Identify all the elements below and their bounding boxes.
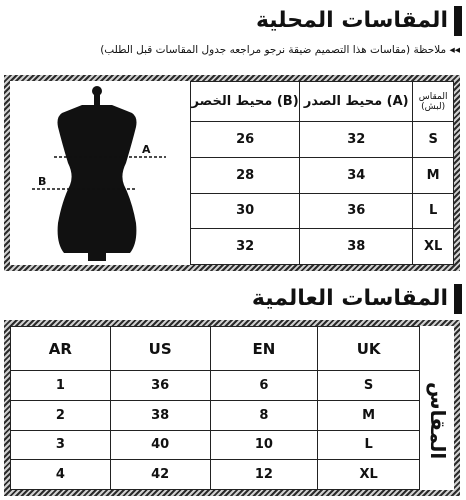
- us-cell: 40: [110, 430, 210, 460]
- waist-cell: 26: [191, 122, 300, 158]
- local-panel: [4, 75, 460, 271]
- table-row: [11, 371, 420, 401]
- table-row: [11, 460, 420, 490]
- table-row: [11, 430, 420, 460]
- waist-cell: 28: [191, 157, 300, 193]
- header-waist: محيط الخصر (B): [191, 82, 300, 122]
- mannequin-figure: [24, 83, 194, 265]
- bust-cell: 36: [300, 193, 413, 229]
- uk-cell: XL: [318, 460, 420, 490]
- ar-cell: 3: [11, 430, 111, 460]
- size-note: [100, 44, 460, 56]
- uk-cell: S: [318, 371, 420, 401]
- header-us: US: [110, 327, 210, 371]
- en-cell: 10: [210, 430, 318, 460]
- header-size-line2: (لبش): [421, 101, 446, 112]
- intl-size-table: [10, 326, 420, 490]
- bust-cell: 32: [300, 122, 413, 158]
- waist-cell: 30: [191, 193, 300, 229]
- header-size: [413, 82, 454, 122]
- table-row: [191, 157, 454, 193]
- ar-cell: 1: [11, 371, 111, 401]
- label-a: A: [142, 143, 151, 156]
- local-title-bar: [454, 6, 462, 36]
- size-cell: S: [413, 122, 454, 158]
- header-en: EN: [210, 327, 318, 371]
- intl-panel: [4, 320, 460, 496]
- table-row: [191, 122, 454, 158]
- us-cell: 42: [110, 460, 210, 490]
- bust-cell: 38: [300, 229, 413, 265]
- table-row: [11, 400, 420, 430]
- table-header-row: [11, 327, 420, 371]
- en-cell: 12: [210, 460, 318, 490]
- waist-cell: 32: [191, 229, 300, 265]
- ar-cell: 2: [11, 400, 111, 430]
- header-ar: AR: [11, 327, 111, 371]
- note-text: ملاحظة (مقاسات هذا التصميم ضيقة نرجو مراجعه جدول المقاسات قبل الطلب): [100, 44, 447, 56]
- size-cell: XL: [413, 229, 454, 265]
- local-size-table: [190, 81, 454, 265]
- size-cell: L: [413, 193, 454, 229]
- local-title: المقاسات المحلية: [255, 8, 448, 33]
- intl-title: المقاسات العالمية: [251, 286, 448, 311]
- uk-cell: M: [318, 400, 420, 430]
- en-cell: 8: [210, 400, 318, 430]
- uk-cell: L: [318, 430, 420, 460]
- ar-cell: 4: [11, 460, 111, 490]
- en-cell: 6: [210, 371, 318, 401]
- header-size-line1: المقاس: [418, 91, 448, 102]
- us-cell: 36: [110, 371, 210, 401]
- table-row: [191, 193, 454, 229]
- intl-side-label: المقاس: [426, 382, 450, 460]
- table-header-row: [191, 82, 454, 122]
- us-cell: 38: [110, 400, 210, 430]
- label-b: B: [38, 175, 47, 188]
- table-row: [191, 229, 454, 265]
- mannequin-body: [58, 86, 137, 261]
- note-arrow-icon: ◂◂: [449, 44, 460, 56]
- intl-title-bar: [454, 284, 462, 314]
- bust-cell: 34: [300, 157, 413, 193]
- header-uk: UK: [318, 327, 420, 371]
- size-cell: M: [413, 157, 454, 193]
- header-bust: محيط الصدر (A): [300, 82, 413, 122]
